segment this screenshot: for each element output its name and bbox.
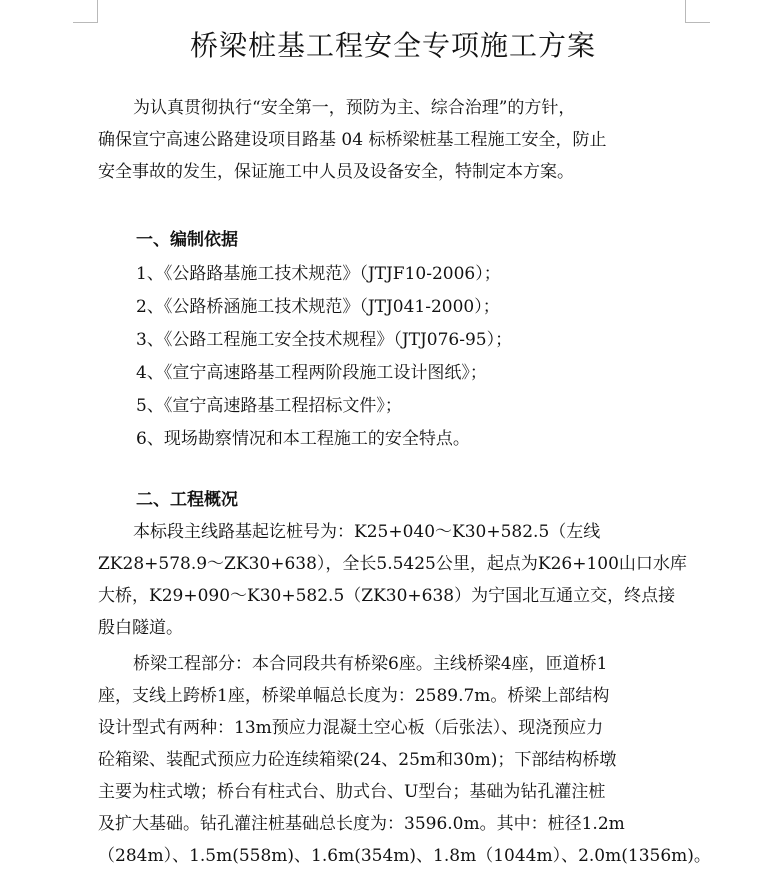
intro-paragraph bbox=[98, 92, 698, 188]
document-title: 桥梁桩基工程安全专项施工方案 bbox=[189, 29, 596, 62]
overview-line: 座，支线上跨桥1座，桥梁单幅总长度为：2589.7m。桥梁上部结构 bbox=[98, 686, 610, 706]
section-heading-overview: 二、工程概况 bbox=[136, 490, 238, 510]
page-corner-mark-right bbox=[685, 0, 710, 23]
overview-line: 砼箱梁、装配式预应力砼连续箱梁(24、25m和30m)；下部结构桥墩 bbox=[98, 750, 617, 770]
list-item: 4、《宣宁高速路基工程两阶段施工设计图纸》； bbox=[136, 363, 487, 383]
intro-line: 为认真贯彻执行“安全第一，预防为主、综合治理”的方针， bbox=[133, 98, 576, 118]
overview-line: 桥梁工程部分：本合同段共有桥梁6座。主线桥梁4座，匝道桥1 bbox=[133, 654, 608, 674]
list-item: 5、《宣宁高速路基工程招标文件》； bbox=[136, 396, 402, 416]
page-corner-mark-left bbox=[73, 0, 98, 23]
overview-line: 殷白隧道。 bbox=[98, 618, 183, 638]
overview-paragraph-2 bbox=[98, 648, 711, 872]
intro-line: 确保宣宁高速公路建设项目路基 04 标桥梁桩基工程施工安全，防止 bbox=[98, 130, 607, 150]
list-item: 1、《公路路基施工技术规范》（JTJF10-2006）； bbox=[136, 264, 501, 284]
overview-line: 主要为柱式墩；桥台有柱式台、肋式台、U型台；基础为钻孔灌注桩 bbox=[98, 782, 606, 802]
section-heading-basis: 一、编制依据 bbox=[136, 230, 238, 250]
overview-line: ZK28+578.9～ZK30+638），全长5.5425公里，起点为K26+100山口水库 bbox=[98, 554, 687, 574]
overview-line: （284m）、1.5m(558m)、1.6m(354m)、1.8m（1044m）、2.0m(1356m)。 bbox=[98, 846, 711, 866]
list-item: 3、《公路工程施工安全技术规程》（JTJ076-95）； bbox=[136, 330, 513, 350]
overview-paragraph-1 bbox=[98, 516, 698, 644]
overview-line: 大桥，K29+090～K30+582.5（ZK30+638）为宁国北互通立交，终点接 bbox=[98, 586, 676, 606]
intro-line: 安全事故的发生，保证施工中人员及设备安全，特制定本方案。 bbox=[98, 162, 574, 182]
overview-line: 设计型式有两种：13m预应力混凝土空心板（后张法）、现浇预应力 bbox=[98, 718, 604, 738]
list-item: 2、《公路桥涵施工技术规范》（JTJ041-2000）； bbox=[136, 297, 500, 317]
basis-list bbox=[136, 258, 512, 456]
overview-line: 本标段主线路基起讫桩号为：K25+040～K30+582.5（左线 bbox=[133, 522, 601, 542]
overview-line: 及扩大基础。钻孔灌注桩基础总长度为：3596.0m。其中：桩径1.2m bbox=[98, 814, 625, 834]
list-item: 6、现场勘察情况和本工程施工的安全特点。 bbox=[136, 429, 470, 449]
